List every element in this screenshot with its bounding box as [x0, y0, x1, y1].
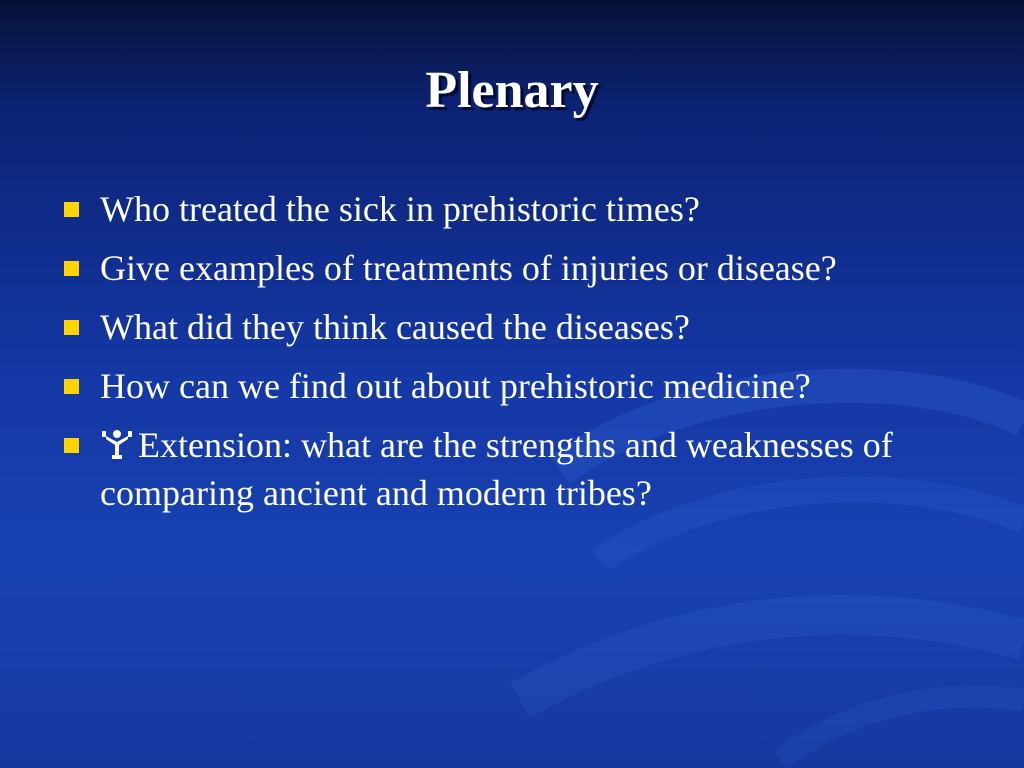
bullet-item-extension [62, 421, 962, 517]
bullet-text: Extension: what are the strengths and weaknesses of comparing ancient and modern tribes? [100, 425, 893, 513]
bullet-text: Give examples of treatments of injuries or disease? [100, 248, 837, 288]
bullet-list [62, 185, 962, 528]
bullet-square-icon [64, 261, 79, 276]
person-icon [100, 429, 134, 459]
bullet-text: How can we find out about prehistoric medicine? [100, 366, 811, 406]
bullet-square-icon [64, 320, 79, 335]
bullet-text: What did they think caused the diseases? [100, 307, 690, 347]
slide-title: Plenary [425, 62, 599, 119]
bullet-square-icon [64, 438, 79, 453]
bullet-item [62, 362, 962, 410]
bullet-square-icon [64, 379, 79, 394]
bullet-item [62, 244, 962, 292]
bullet-square-icon [64, 202, 79, 217]
bullet-item [62, 303, 962, 351]
bullet-text: Who treated the sick in prehistoric times? [100, 189, 700, 229]
bullet-item [62, 185, 962, 233]
